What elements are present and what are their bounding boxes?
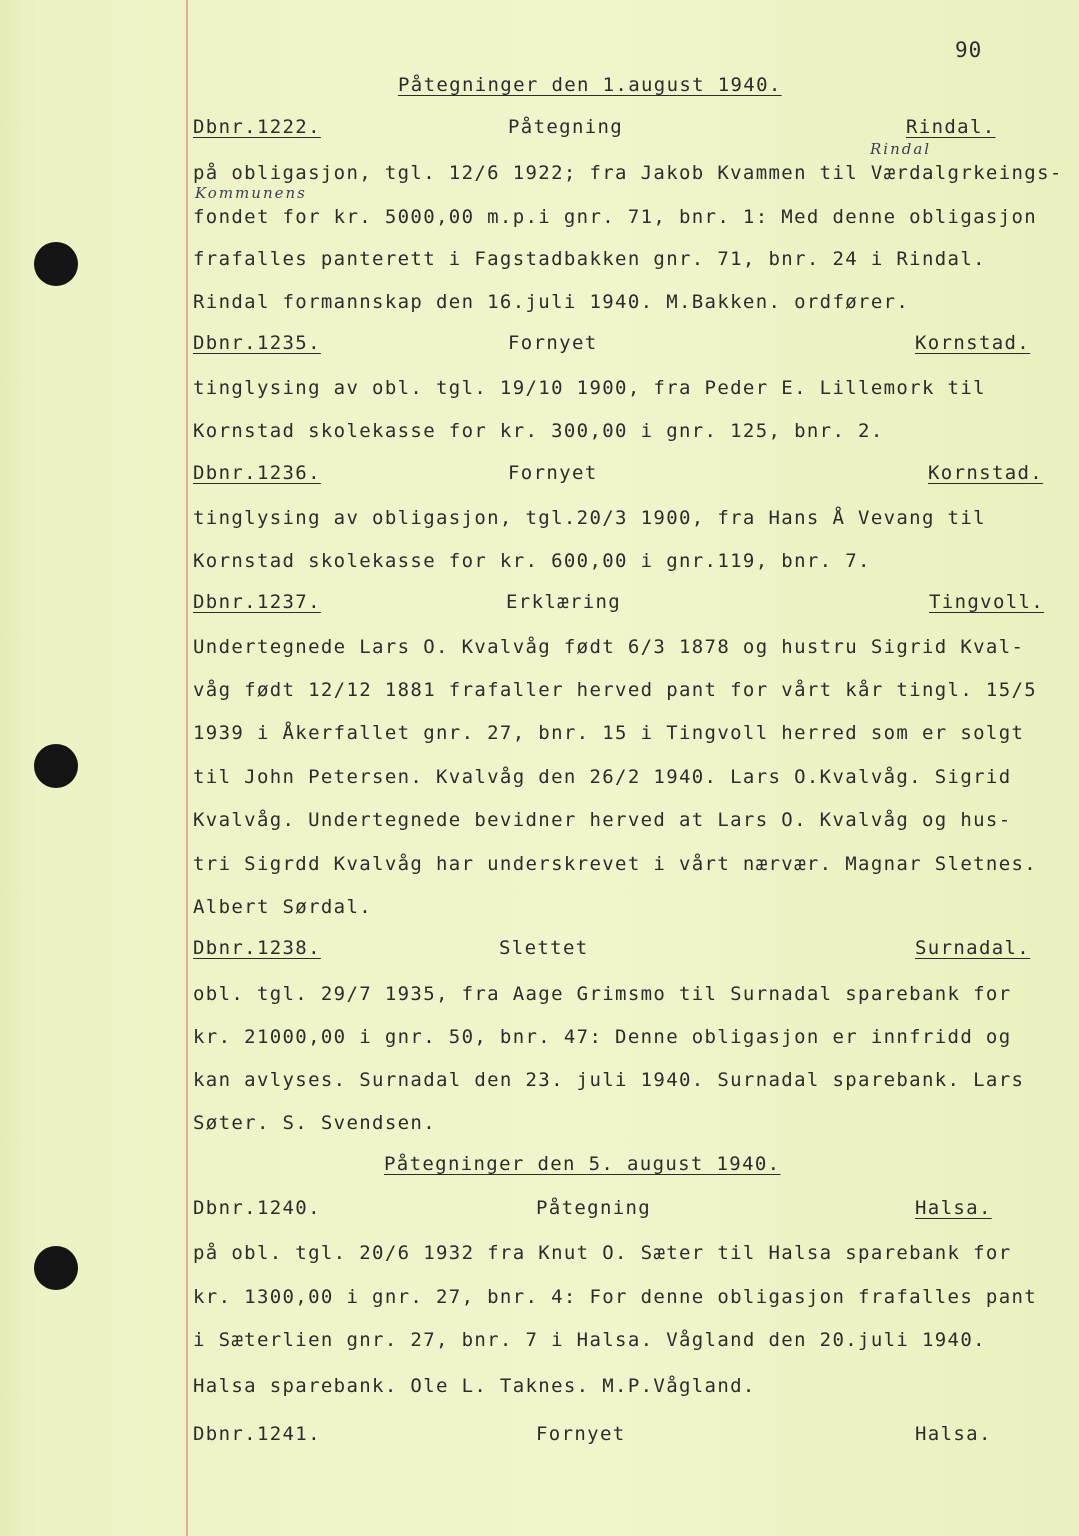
entry-type: Fornyet — [508, 462, 598, 484]
entry-line: til John Petersen. Kvalvåg den 26/2 1940. Lars O.Kvalvåg. Sigrid — [193, 766, 1012, 788]
entry-line: Kornstad skolekasse for kr. 300,00 i gnr. 125, bnr. 2. — [193, 420, 884, 442]
entry-line: kr. 21000,00 i gnr. 50, bnr. 47: Denne obligasjon er innfridd og — [193, 1026, 1012, 1048]
entry-type: Erklæring — [506, 591, 622, 613]
entry-place: Halsa. — [915, 1423, 992, 1445]
entry-number: Dbnr.1222. — [193, 116, 321, 138]
punch-hole — [34, 242, 78, 286]
entry-line: tinglysing av obl. tgl. 19/10 1900, fra Peder E. Lillemork til — [193, 377, 986, 399]
entry-line: Rindal formannskap den 16.juli 1940. M.Bakken. ordfører. — [193, 291, 910, 313]
entry-number: Dbnr.1237. — [193, 591, 321, 613]
entry-line: våg født 12/12 1881 frafaller herved pant for vårt kår tingl. 15/5 — [193, 679, 1038, 701]
entry-header — [193, 1197, 1043, 1223]
entry-header — [193, 332, 1043, 358]
entry-type: Fornyet — [536, 1423, 626, 1445]
section-heading: Påtegninger den 1.august 1940. — [398, 74, 782, 96]
entry-line: tri Sigrdd Kvalvåg har underskrevet i vårt nærvær. Magnar Sletnes. — [193, 853, 1038, 875]
entry-header — [193, 462, 1043, 488]
entry-place: Rindal. — [906, 116, 996, 138]
entry-line: på obl. tgl. 20/6 1932 fra Knut O. Sæter til Halsa sparebank for — [193, 1242, 1012, 1264]
entry-type: Påtegning — [508, 116, 624, 138]
entry-type: Påtegning — [536, 1197, 652, 1219]
entry-number: Dbnr.1238. — [193, 937, 321, 959]
entry-line: obl. tgl. 29/7 1935, fra Aage Grimsmo til Surnadal sparebank for — [193, 983, 1012, 1005]
entry-line: på obligasjon, tgl. 12/6 1922; fra Jakob Kvammen til Værdalgrkeings- — [193, 162, 1063, 184]
entry-line: Undertegnede Lars O. Kvalvåg født 6/3 1878 og hustru Sigrid Kval- — [193, 636, 1025, 658]
punch-hole — [34, 744, 78, 788]
margin-rule — [186, 0, 188, 1536]
entry-place: Surnadal. — [915, 937, 1031, 959]
entry-header — [193, 937, 1043, 963]
handwritten-correction: Rindal — [870, 140, 932, 158]
entry-line: frafalles panterett i Fagstadbakken gnr. 71, bnr. 24 i Rindal. — [193, 248, 986, 270]
handwritten-margin-note: Kommunens — [195, 184, 307, 202]
entry-line: kr. 1300,00 i gnr. 27, bnr. 4: For denne obligasjon frafalles pant — [193, 1286, 1038, 1308]
entry-line: kan avlyses. Surnadal den 23. juli 1940. Surnadal sparebank. Lars — [193, 1069, 1025, 1091]
entry-line: Kornstad skolekasse for kr. 600,00 i gnr.119, bnr. 7. — [193, 550, 871, 572]
entry-number: Dbnr.1241. — [193, 1423, 321, 1445]
entry-number: Dbnr.1235. — [193, 332, 321, 354]
entry-line: Søter. S. Svendsen. — [193, 1112, 436, 1134]
entry-line: Albert Sørdal. — [193, 896, 373, 918]
entry-place: Kornstad. — [928, 462, 1044, 484]
entry-header — [193, 1423, 1043, 1449]
entry-line: Kvalvåg. Undertegnede bevidner herved at Lars O. Kvalvåg og hus- — [193, 809, 1012, 831]
entry-place: Halsa. — [915, 1197, 992, 1219]
entry-line: i Sæterlien gnr. 27, bnr. 7 i Halsa. Vågland den 20.juli 1940. — [193, 1329, 986, 1351]
entry-place: Kornstad. — [915, 332, 1031, 354]
entry-line: fondet for kr. 5000,00 m.p.i gnr. 71, bnr. 1: Med denne obligasjon — [193, 206, 1038, 228]
entry-header — [193, 116, 1043, 142]
entry-line: tinglysing av obligasjon, tgl.20/3 1900, fra Hans Å Vevang til — [193, 507, 986, 529]
entry-number: Dbnr.1240. — [193, 1197, 321, 1219]
section-heading: Påtegninger den 5. august 1940. — [384, 1153, 781, 1175]
entry-header — [193, 591, 1043, 617]
punch-hole — [34, 1246, 78, 1290]
entry-place: Tingvoll. — [929, 591, 1045, 613]
entry-line: 1939 i Åkerfallet gnr. 27, bnr. 15 i Tingvoll herred som er solgt — [193, 722, 1025, 744]
entry-type: Slettet — [499, 937, 589, 959]
entry-type: Fornyet — [508, 332, 598, 354]
entry-line: Halsa sparebank. Ole L. Taknes. M.P.Vågland. — [193, 1375, 756, 1397]
page-number: 90 — [955, 38, 983, 62]
entry-number: Dbnr.1236. — [193, 462, 321, 484]
